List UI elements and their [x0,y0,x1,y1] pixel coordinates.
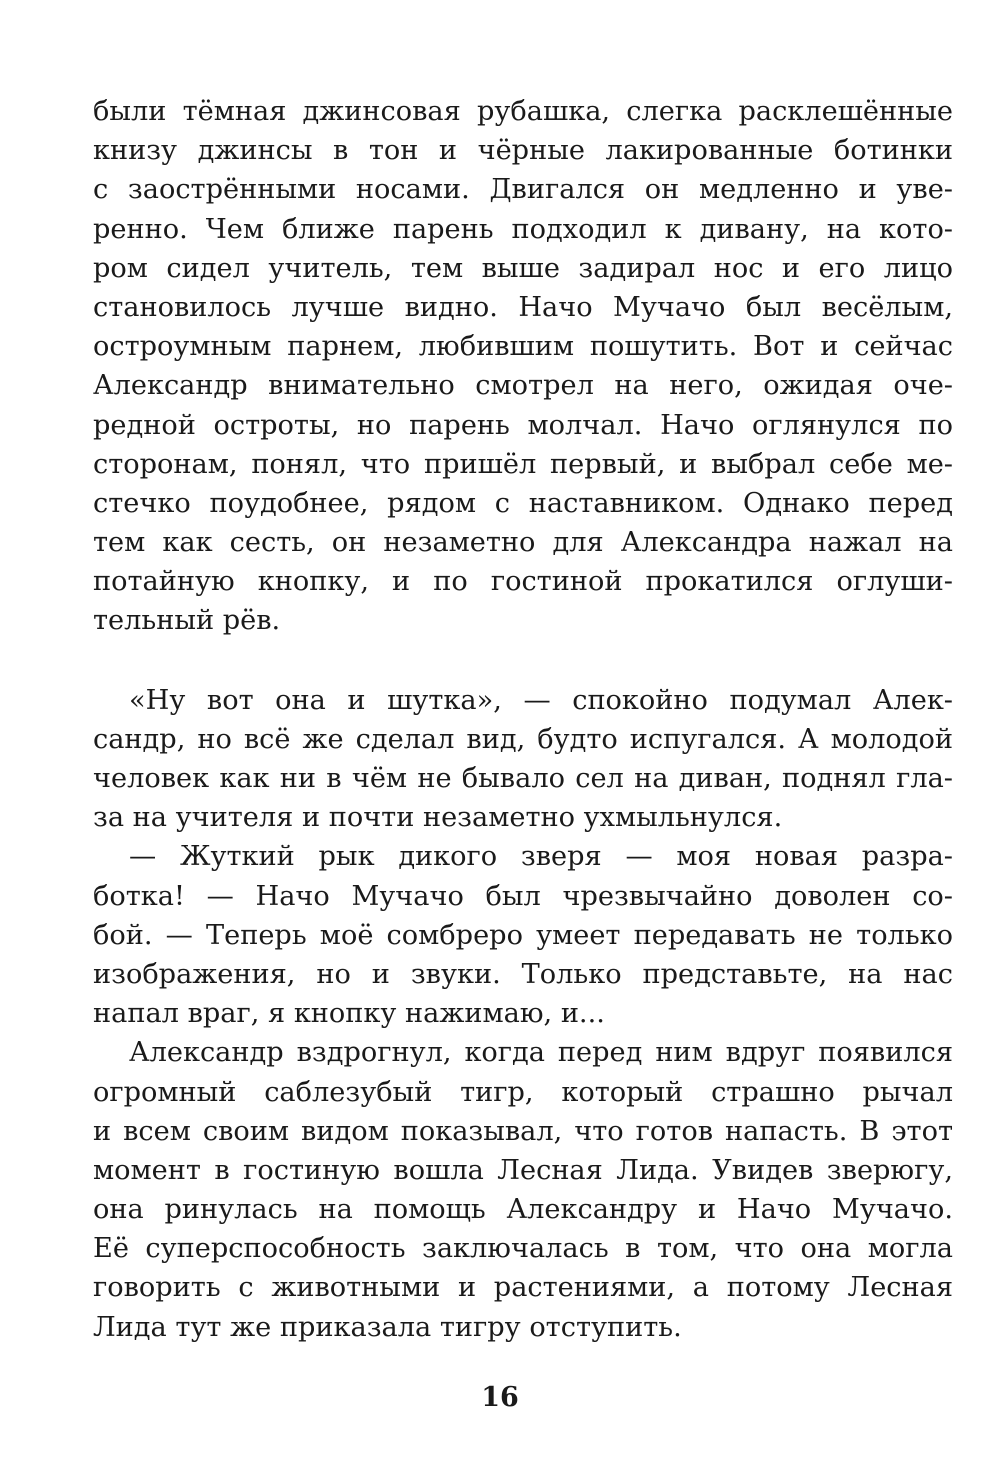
text-line: человек как ни в чём не бывало сел на диван, поднял гла- [93,763,953,794]
text-line: тем как сесть, он незаметно для Александра нажал на [93,527,953,559]
paragraph-4 [93,1033,953,1347]
text-line: потайную кнопку, и по гостиной прокатился оглуши- [93,566,953,598]
text-line: становилось лучше видно. Начо Мучачо был весёлым, [93,291,953,323]
text-line: изображения, но и звуки. Только представьте, на нас [93,958,953,990]
text-line: ботка! — Начо Мучачо был чрезвычайно доволен со- [93,880,953,912]
page-number: 16 [481,1382,519,1413]
text-line: бой. — Теперь моё сомбреро умеет передавать не только [93,919,953,951]
text-line: ренно. Чем ближе парень подходил к дивану, на кото- [93,213,953,245]
text-line: редной остроты, но парень молчал. Начо оглянулся по [93,409,953,441]
text-line: стечко поудобнее, рядом с наставником. Однако перед [93,487,953,519]
text-line: — Жуткий рык дикого зверя — моя новая разра- [129,841,953,873]
text-line: Александр внимательно смотрел на него, ожидая оче- [93,370,953,402]
text-line: Александр вздрогнул, когда перед ним вдруг появился [129,1037,953,1069]
text-line: и всем своим видом показывал, что готов напасть. В этот [93,1115,953,1147]
text-line: за на учителя и почти незаметно ухмыльнулся. [93,802,783,834]
paragraph-2 [93,681,953,838]
paragraph-3 [93,837,953,1033]
text-line: Её суперспособность заключалась в том, что она могла [93,1233,953,1265]
text-line: она ринулась на помощь Александру и Начо Мучачо. [93,1194,953,1226]
text-line: «Ну вот она и шутка», — спокойно подумал Алек- [129,684,953,716]
text-line: ром сидел учитель, тем выше задирал нос и его лицо [93,252,953,284]
paragraph-1 [93,92,953,641]
text-line: остроумным парнем, любившим пошутить. Вот и сейчас [93,331,953,363]
text-line: сандр, но всё же сделал вид, будто испугался. А молодой [93,723,953,755]
text-line: говорить с животными и растениями, а потому Лесная [93,1272,953,1304]
text-line: Лида тут же приказала тигру отступить. [93,1311,682,1343]
section-gap [93,641,953,681]
page-text [93,92,953,1347]
text-line: книзу джинсы в тон и чёрные лакированные ботинки [93,135,953,167]
text-line: момент в гостиную вошла Лесная Лида. Увидев зверюгу, [93,1154,953,1186]
text-line: были тёмная джинсовая рубашка, слегка расклешённые [93,96,953,127]
text-line: с заострёнными носами. Двигался он медленно и уве- [93,174,953,206]
text-line: сторонам, понял, что пришёл первый, и выбрал себе ме- [93,448,953,480]
text-line: напал враг, я кнопку нажимаю, и... [93,998,605,1030]
text-line: огромный саблезубый тигр, который страшно рычал [93,1076,953,1108]
text-line: тельный рёв. [93,605,281,637]
